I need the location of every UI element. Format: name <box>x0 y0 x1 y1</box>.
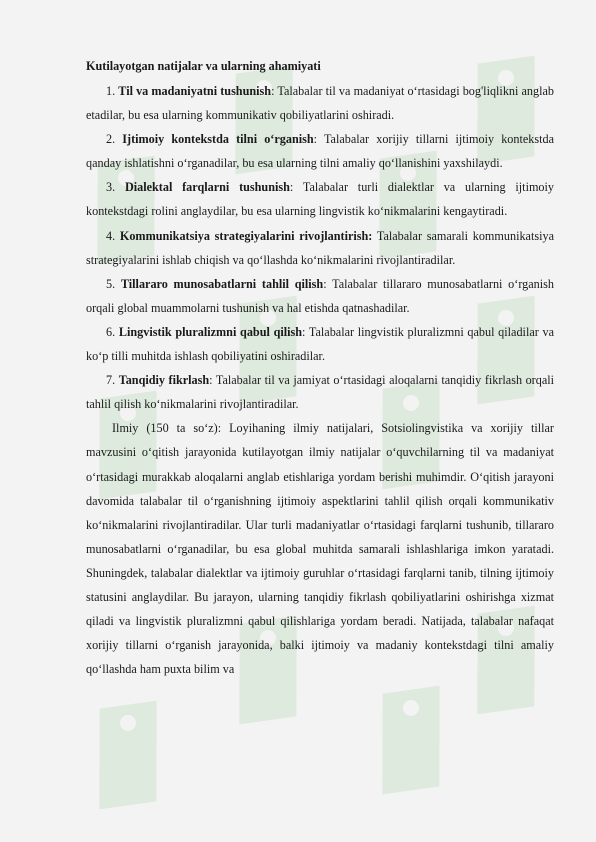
item-text: Talabalar til va jamiyat o‘rtasidagi aloqalarni tanqidiy fikrlash orqali tahlil qilish ko‘nikmalarini rivojlantiradilar. <box>86 373 555 412</box>
list-item <box>86 79 554 127</box>
item-number: 3. <box>106 180 116 195</box>
closing-paragraph: Ilmiy (150 ta so‘z): Loyihaning ilmiy natijalari, Sotsiolingvistika va xorijiy tillar mavzusini o‘qitish jarayonida kutilayotgan ilmiy natijalar o‘quvchilarning til va madaniyat o‘rtasidagi murakkab aloqalarni anglab etishlariga yordam berishi muhimdir. O‘qitish jarayoni davomida talabalar til o‘rganishning ijtimoiy aspektlarini tahlil qilish orqali kommunikativ ko‘nikmalarini rivojlantiradilar. Ular turli madaniyatlar o‘rtasidagi farqlarni tushunib, tillararo munosabatlarni o‘rganadilar, bu esa global muhitda samarali ishlashlariga imkon yaratadi. Shuningdek, talabalar dialektlar va ijtimoiy guruhlar o‘rtasidagi farqlarni tanib, tilning ijtimoiy statusini anglaydilar. Bu jarayon, ularning tanqidiy fikrlash qobiliyatlarini oshirishga xizmat qiladi va lingvistik pluralizmni qabul qilishlariga yordam beradi. Natijada, talabalar nafaqat xorijiy tillarni o‘rganish jarayonida, balki ijtimoiy va madaniy kontekstdagi tilni amaliy qo‘llashda ham puxta bilim va <box>86 421 554 677</box>
item-number: 2. <box>106 132 116 147</box>
item-number: 7. <box>106 373 116 388</box>
list-item <box>86 224 554 272</box>
item-text: Talabalar lingvistik pluralizmni qabul qiladilar va ko‘p tilli muhitda ishlash qobiliyatini oshiradilar. <box>86 324 555 364</box>
item-number: 1. <box>106 84 116 98</box>
item-text: Talabalar tillararo munosabatlarni o‘rganish orqali global muammolarni tushunish va hal etishda qatnashadilar. <box>86 276 554 315</box>
watermark-logo-icon <box>375 690 447 790</box>
item-text: Talabalar til va madaniyat o‘rtasidagi bog'liqlikni anglab etadilar, bu esa ularning kommunikativ qobiliyatlarini oshiradi. <box>86 84 555 123</box>
item-title: Tanqidiy fikrlash <box>118 373 210 388</box>
list-item <box>86 272 554 320</box>
item-separator: : <box>313 132 318 147</box>
item-title: Dialektal farqlarni tushunish <box>124 180 290 195</box>
item-number: 6. <box>106 324 116 339</box>
item-title: Lingvistik pluralizmni qabul qilish <box>118 324 303 339</box>
list-item <box>86 127 554 175</box>
item-title: Til va madaniyatni tushunish <box>118 84 272 98</box>
document-page <box>86 58 554 681</box>
item-title: Ijtimoiy kontekstda tilni o‘rganish <box>122 132 314 147</box>
item-separator: : <box>323 276 327 291</box>
list-item <box>86 368 554 416</box>
list-item <box>86 175 554 223</box>
watermark-logo-icon <box>92 705 164 805</box>
item-title: Tillararo munosabatlarni tahlil qilish <box>120 276 324 291</box>
item-separator: : <box>302 324 306 339</box>
item-title: Kommunikatsiya strategiyalarini rivojlantirish: <box>119 228 373 243</box>
list-item <box>86 320 554 368</box>
item-number: 5. <box>106 276 116 291</box>
item-separator: : <box>271 84 275 98</box>
section-heading: Kutilayotgan natijalar va ularning ahamiyati <box>86 59 321 73</box>
item-text: Talabalar samarali kommunikatsiya strategiyalarini ishlab chiqish va qo‘llashda ko‘nikmalarini rivojlantiradilar. <box>86 228 554 267</box>
item-separator: : <box>289 180 294 195</box>
item-separator: : <box>209 373 213 388</box>
item-text: Talabalar xorijiy tillarni ijtimoiy kontekstda qanday ishlatishni o‘rganadilar, bu esa ularning tilni amaliy qo‘llanishini yaxshilaydi. <box>86 132 554 171</box>
item-number: 4. <box>106 228 116 243</box>
item-text: Talabalar turli dialektlar va ularning ijtimoiy kontekstdagi rolini anglaydilar, bu esa ularning lingvistik ko‘nikmalarini kengaytiradi. <box>86 180 555 219</box>
